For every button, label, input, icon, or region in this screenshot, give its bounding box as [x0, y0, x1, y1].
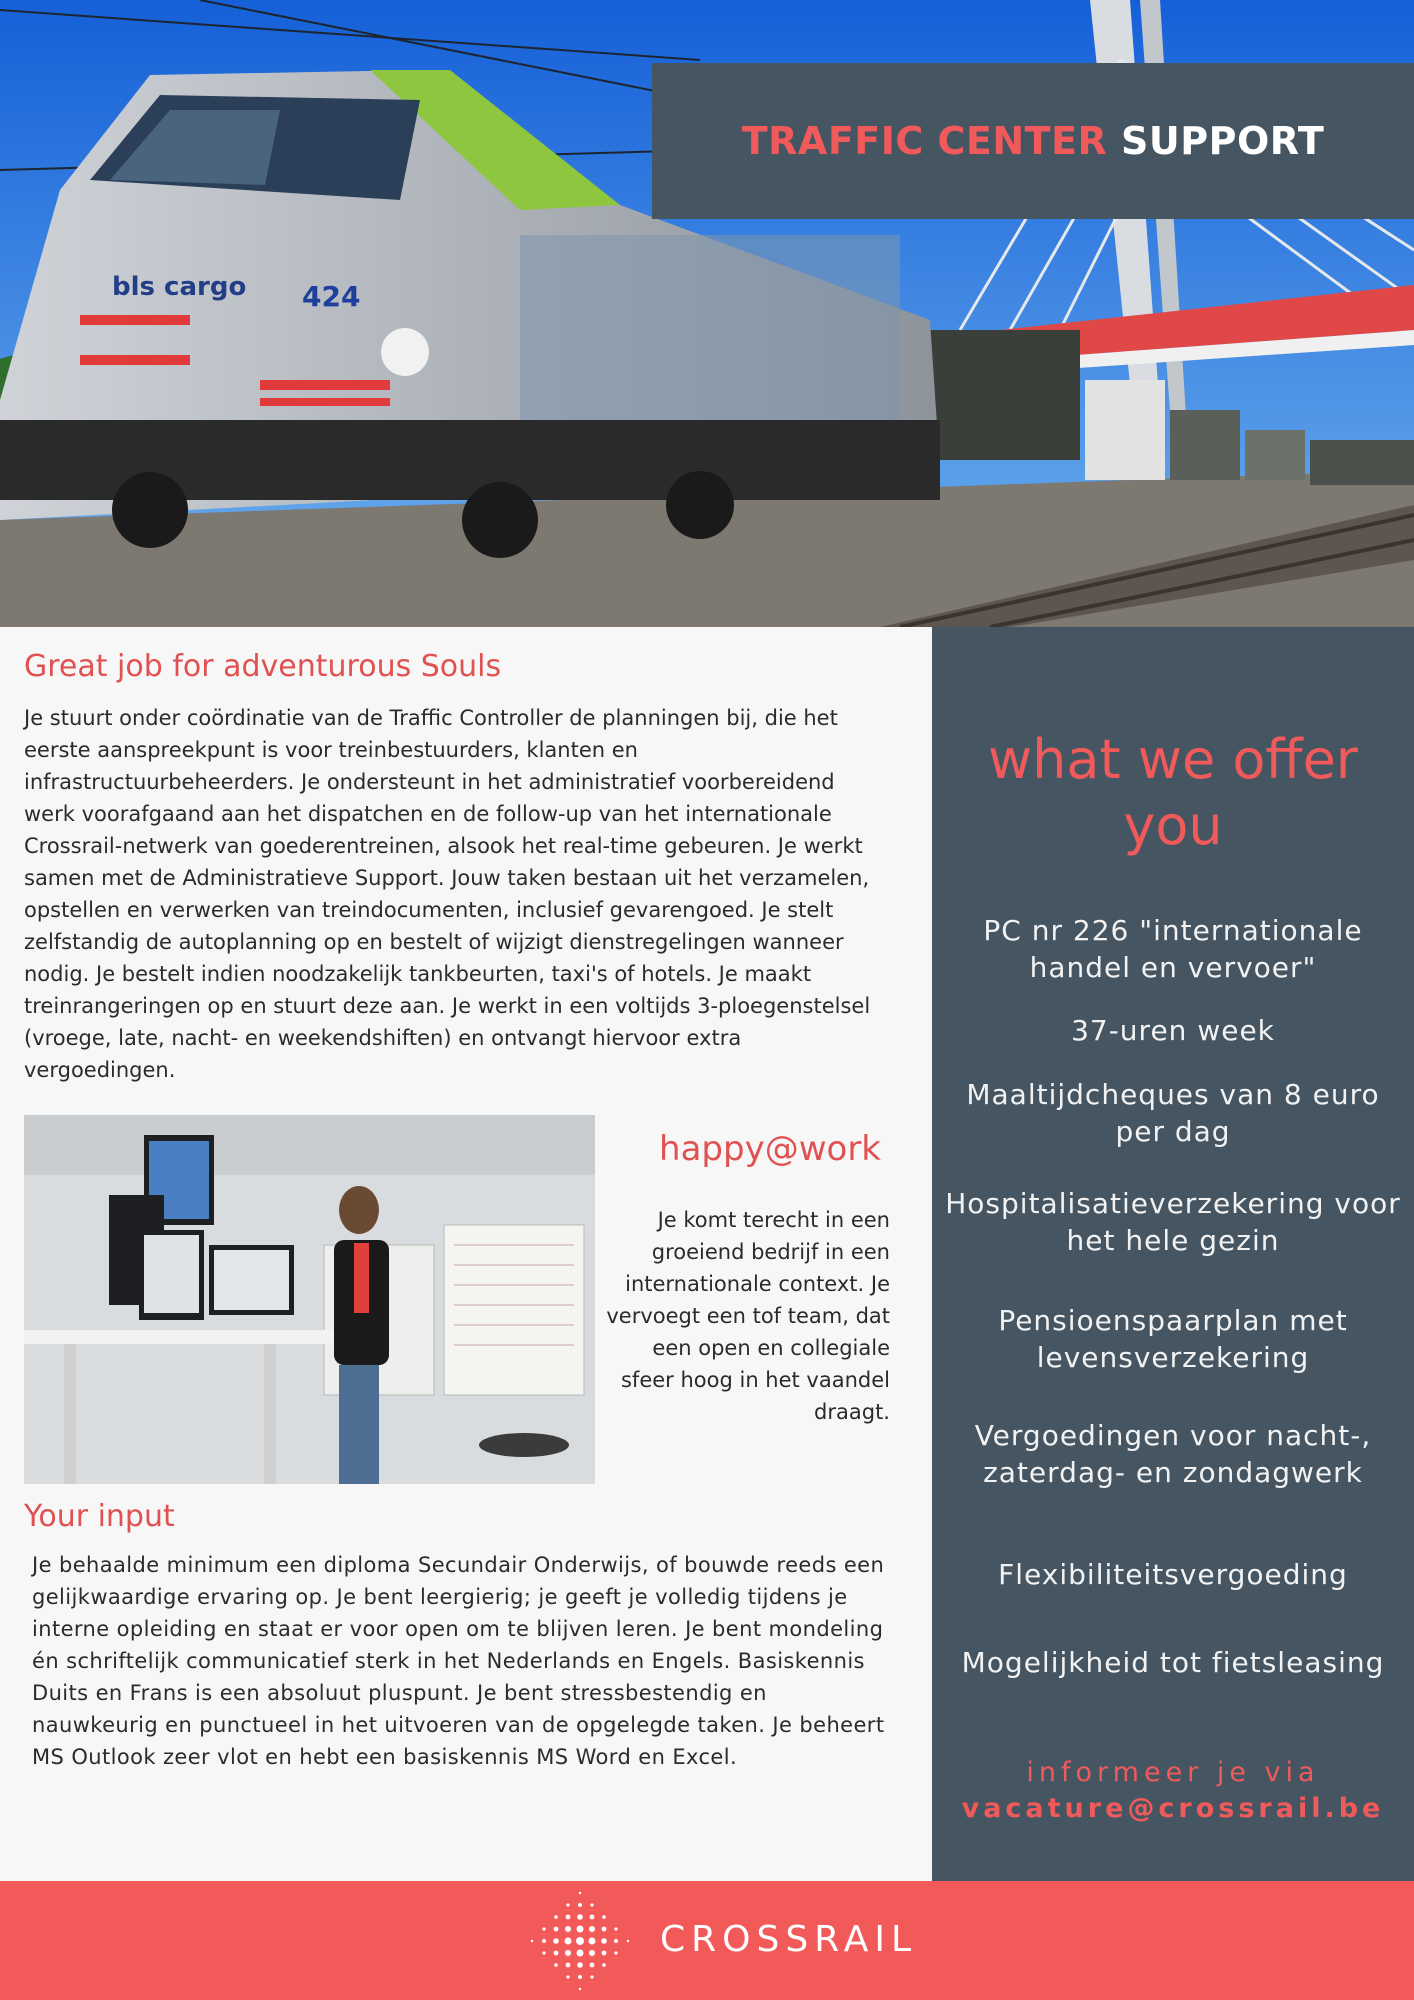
job-title-rest: SUPPORT: [1121, 119, 1325, 163]
crossrail-logo-icon: [528, 1889, 632, 1993]
loco-brand-label: bls cargo: [112, 272, 247, 302]
office-photo: [24, 1115, 595, 1484]
job-section-heading: Great job for adventurous Souls: [24, 649, 502, 684]
offer-item-hours: 37-uren week: [1071, 1014, 1275, 1047]
job-section-text: Je stuurt onder coördinatie van de Traffic Controller de planningen bij, die het eerste aanspreekpunt is voor treinbestuurders, klanten en infrastructuurbeheerders. Je ondersteunt in het administratief voorbereidend werk voorafgaand aan het dispatchen en de follow-up van het internationale Crossrail-netwerk van goederentreinen, alsook het real-time gebeuren. Je werkt samen met de Administratieve Support. Jouw taken bestaan uit het verzamelen, opstellen en verwerken van treindocumenten, inclusief gevarengoed. Je stelt zelfstandig de autoplanning op en bestelt of wijzigt dienstregelingen wanneer nodig. Je bestelt indien noodzakelijk tankbeurten, taxi's of hotels. Je maakt treinrangeringen op en stuurt deze aan. Je werkt in een voltijds 3-ploegenstelsel (vroege, late, nacht- en weekendshiften) en ontvangt hiervoor extra vergoedingen.: [24, 706, 871, 1082]
contact-label: informeer je via: [1026, 1757, 1320, 1788]
happy-section-text: Je komt terecht in een groeiend bedrijf in een internationale context. Je vervoegt een tof team, dat een open en collegiale sfeer hoog in het vaandel draagt.: [606, 1208, 890, 1424]
job-title-accent: TRAFFIC CENTER: [741, 119, 1108, 163]
offer-item-meal-vouchers: Maaltijdcheques van 8 euro per dag: [966, 1078, 1380, 1148]
footer-bar: [0, 1881, 1414, 2000]
offer-heading: what we offer you: [987, 728, 1359, 857]
job-title-banner: [652, 63, 1414, 219]
offer-item-hospitalisation: Hospitalisatieverzekering voor het hele gezin: [945, 1187, 1401, 1257]
happy-section-heading: happy@work: [659, 1129, 881, 1169]
input-section-heading: Your input: [24, 1499, 175, 1534]
loco-number-label: 424: [302, 280, 361, 313]
main-content: [0, 627, 932, 1881]
offer-item-allowances: Vergoedingen voor nacht-, zaterdag- en zondagwerk: [974, 1419, 1372, 1489]
offer-item-pc: PC nr 226 "internationale handel en vervoer": [983, 914, 1363, 984]
hero-train-photo: [0, 0, 1414, 627]
input-section-text: Je behaalde minimum een diploma Secundair Onderwijs, of bouwde reeds een gelijkwaardige ervaring op. Je bent leergierig; je geeft je volledig tijdens je interne opleiding en staat er voor open om te blijven leren. Je bent mondeling én schriftelijk communicatief sterk in het Nederlands en Engels. Basiskennis Duits en Frans is een absoluut pluspunt. Je bent stressbestendig en nauwkeurig en punctueel in het uitvoeren van de opgelegde taken. Je beheert MS Outlook zeer vlot en hebt een basiskennis MS Word en Excel.: [32, 1553, 885, 1769]
office-illustration: [24, 1115, 595, 1484]
offer-panel: [932, 627, 1414, 1881]
crossrail-logo-text: CROSSRAIL: [660, 1919, 918, 1960]
offer-item-flexibility: Flexibiliteitsvergoeding: [998, 1558, 1348, 1591]
job-title: [742, 119, 1325, 163]
contact-email-link[interactable]: vacature@crossrail.be: [961, 1793, 1385, 1824]
offer-item-bike-leasing: Mogelijkheid tot fietsleasing: [961, 1646, 1385, 1679]
offer-item-pension: Pensioenspaarplan met levensverzekering: [998, 1304, 1348, 1374]
